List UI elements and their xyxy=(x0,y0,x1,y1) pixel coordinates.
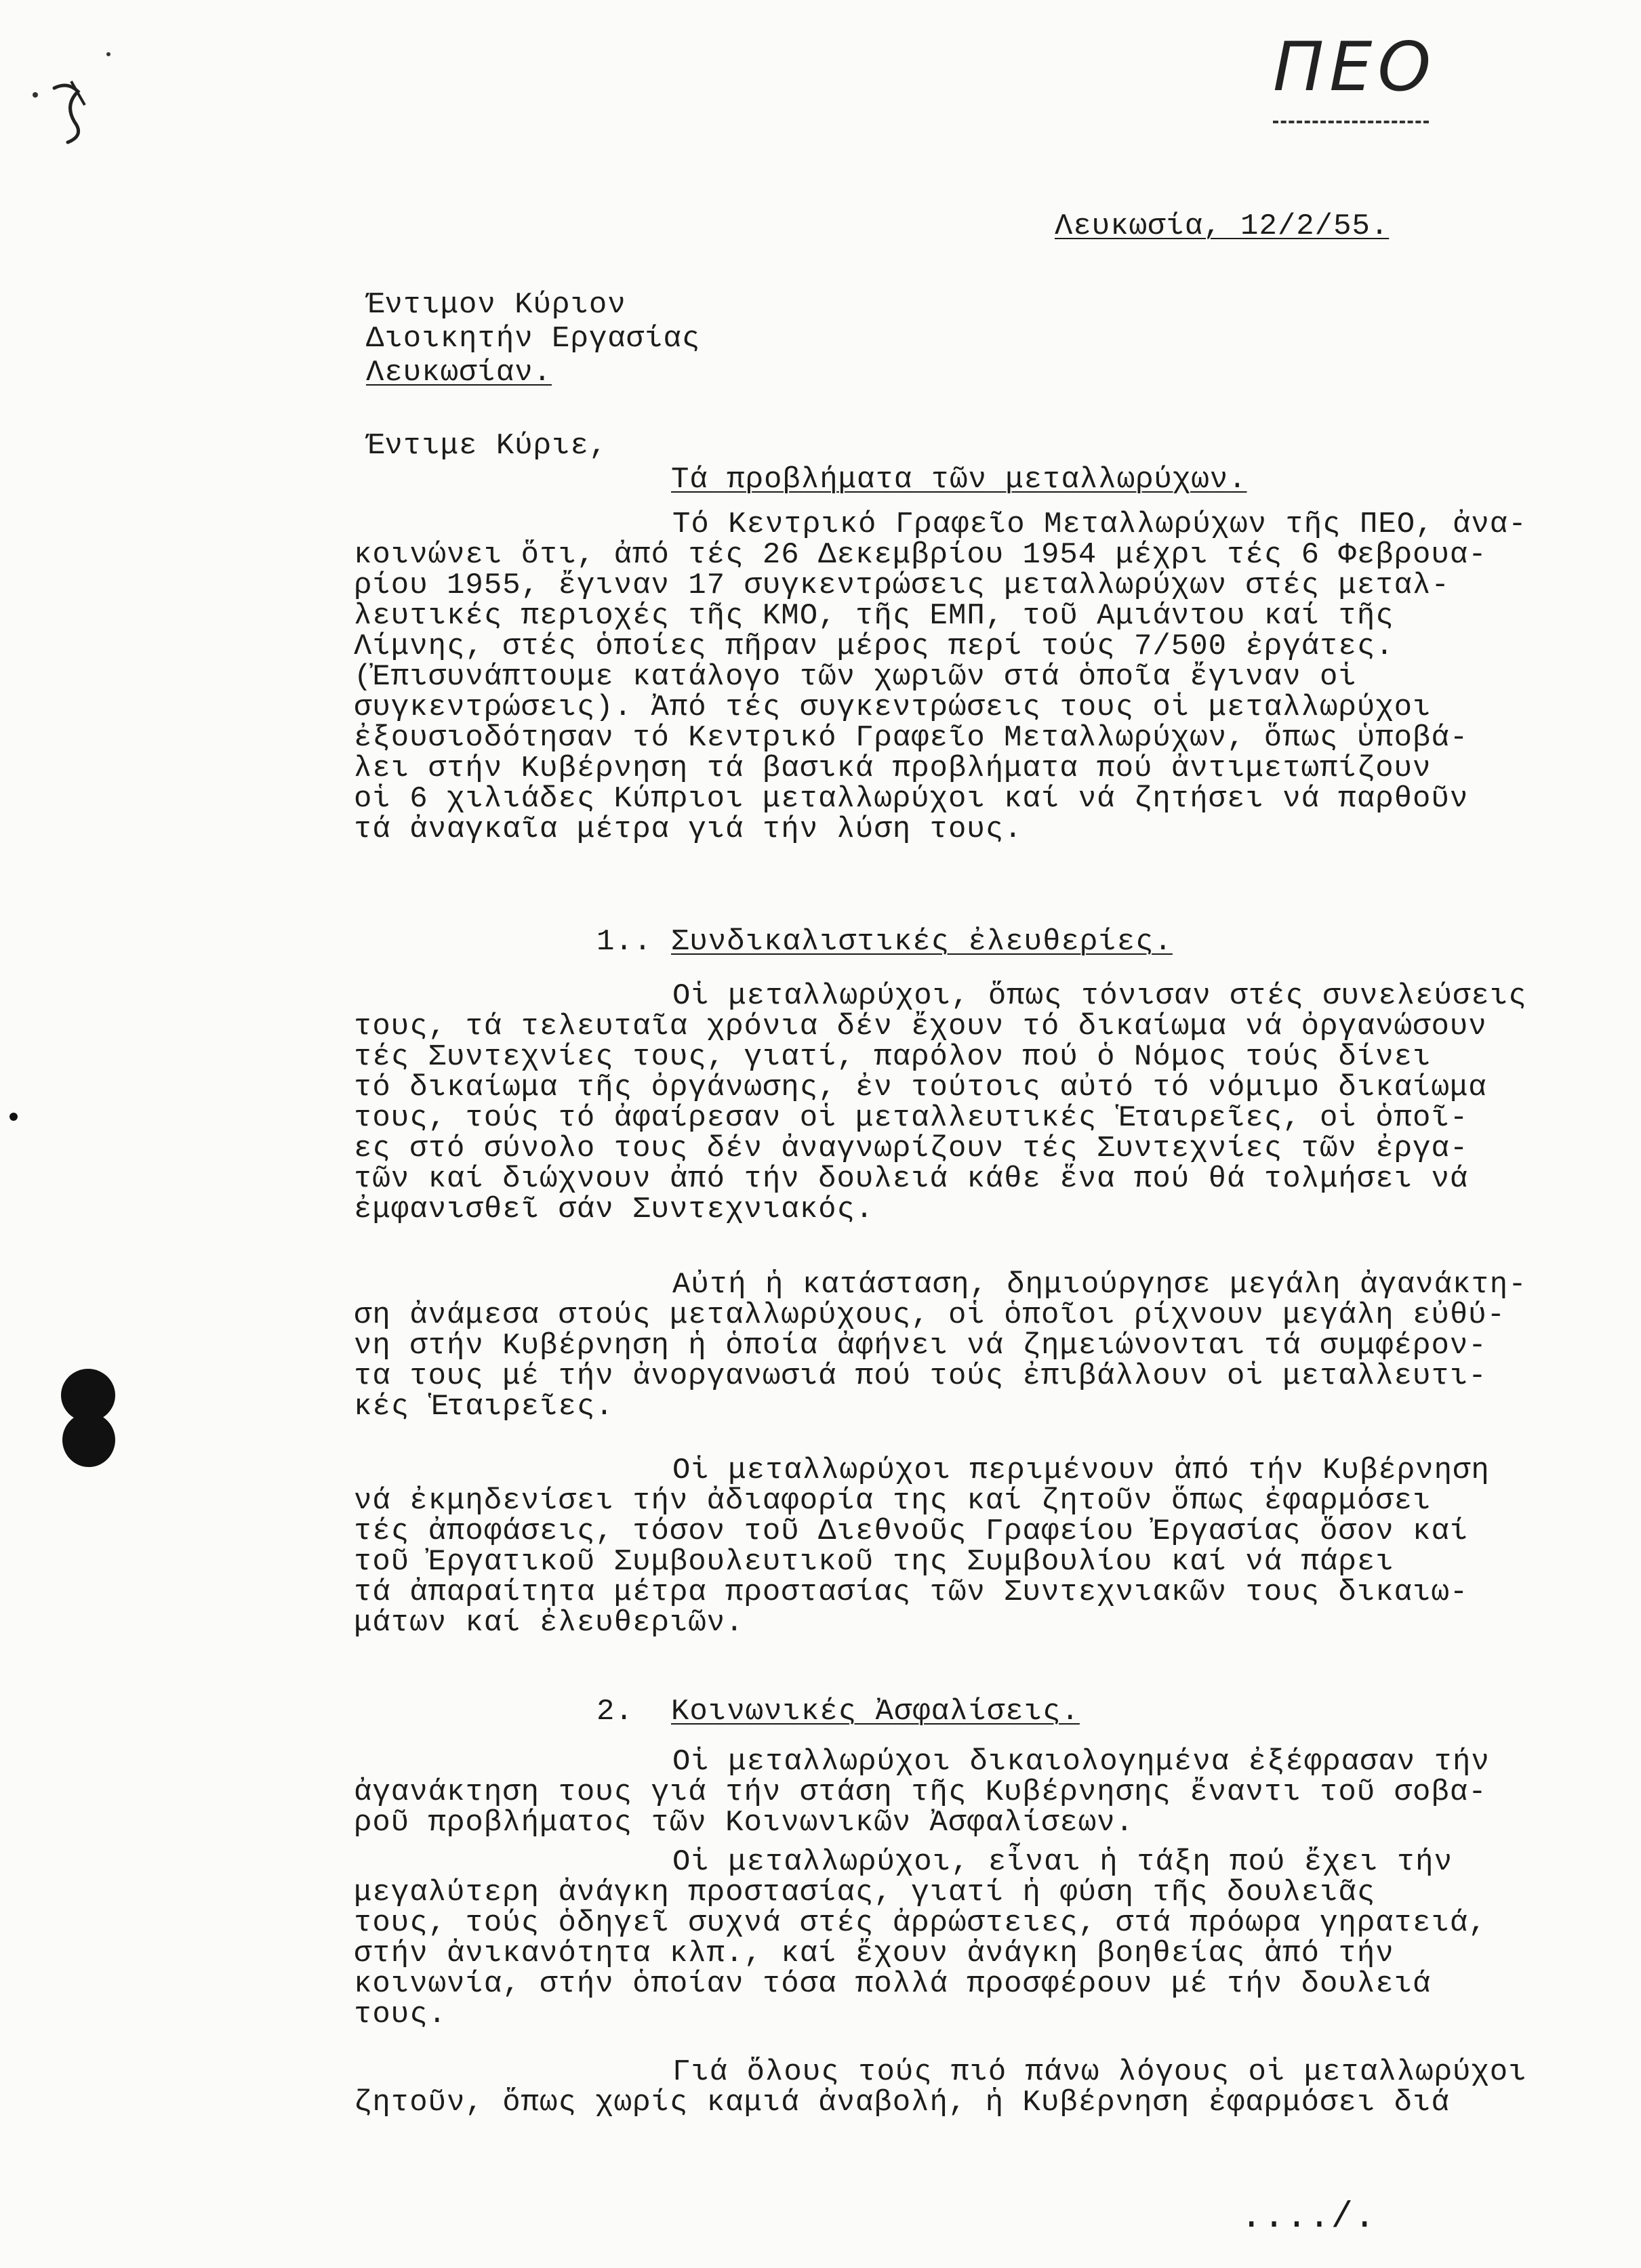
date-line: Λευκωσία, 12/2/55. xyxy=(1055,209,1390,243)
text-line: τῶν καί διώχνουν ἀπό τήν δουλειά κάθε ἕνα πού θά τολμήσει νά xyxy=(354,1162,1469,1196)
text-line: ες στό σύνολο τους δέν ἀναγνωρίζουν τές Συντεχνίες τῶν ἐργα- xyxy=(354,1132,1469,1166)
text-line: μεγαλύτερη ἀνάγκη προστασίας, γιατί ἡ φύση τῆς δουλειᾶς xyxy=(354,1876,1376,1910)
text-line: στήν ἀνικανότητα κλπ., καί ἔχουν ἀνάγκη βοηθείας ἀπό τήν xyxy=(354,1937,1394,1971)
section-1-paragraph-2 xyxy=(354,1270,1527,1422)
text-line: τους. xyxy=(354,1998,447,2032)
section-2-paragraph-2 xyxy=(354,1847,1487,2030)
text-line: ἐμφανισθεῖ σάν Συντεχνιακός. xyxy=(354,1193,874,1226)
text-line: τά ἀναγκαῖα μέτρα γιά τήν λύση τους. xyxy=(354,812,1023,846)
recipient-line-3: Λευκωσίαν. xyxy=(366,356,552,390)
text-line: λει στήν Κυβέρνηση τά βασικά προβλήματα πού ἀντιμετωπίζουν xyxy=(354,751,1432,785)
recipient-line-1: Έντιμον Κύριον xyxy=(366,288,626,322)
text-line: ἐξουσιοδότησαν τό Κεντρικό Γραφεῖο Μεταλλωρύχων, ὅπως ὑποβά- xyxy=(354,721,1469,755)
text-line: κοινωνία, στήν ὁποίαν τόσα πολλά προσφέρουν μέ τήν δουλειά xyxy=(354,1967,1432,2001)
punch-hole-small xyxy=(9,1113,18,1121)
section-2-paragraph-1 xyxy=(354,1747,1490,1838)
margin-scribble-mark xyxy=(27,41,122,149)
text-line: Οἱ μεταλλωρύχοι, εἶναι ἡ τάξη πού ἔχει τήν xyxy=(672,1845,1453,1879)
text-line: νά ἐκμηδενίσει τήν ἀδιαφορία της καί ζητοῦν ὅπως ἐφαρμόσει xyxy=(354,1484,1432,1518)
section-2-paragraph-3 xyxy=(354,2057,1527,2118)
continuation-marker: ..../. xyxy=(1240,2197,1377,2238)
section-2-heading: Κοινωνικές Ἀσφαλίσεις. xyxy=(671,1695,1080,1729)
text-line: ροῦ προβλήματος τῶν Κοινωνικῶν Ἀσφαλίσεων. xyxy=(354,1806,1134,1840)
text-line: τους, τούς ὁδηγεῖ συχνά στές ἀρρώστειες, στά πρόωρα γηρατειά, xyxy=(354,1906,1487,1940)
text-line: μάτων καί ἐλευθεριῶν. xyxy=(354,1606,744,1640)
text-line: Αὐτή ἡ κατάσταση, δημιούργησε μεγάλη ἀγανάκτη- xyxy=(672,1268,1527,1302)
text-line: κοινώνει ὅτι, ἀπό τές 26 Δεκεμβρίου 1954 μέχρι τές 6 Φεβρουα- xyxy=(354,538,1487,572)
recipient-line-2: Διοικητήν Εργασίας xyxy=(366,322,701,356)
text-line: λευτικές περιοχές τῆς ΚΜΟ, τῆς ΕΜΠ, τοῦ Αμιάντου καί τῆς xyxy=(354,599,1394,633)
text-line: Οἱ μεταλλωρύχοι περιμένουν ἀπό τήν Κυβέρνηση xyxy=(672,1453,1490,1487)
text-line: Λίμνης, στές ὁποίες πῆραν μέρος περί τούς 7/500 ἐργάτες. xyxy=(354,630,1394,663)
text-line: Οἱ μεταλλωρύχοι, ὅπως τόνισαν στές συνελεύσεις xyxy=(672,979,1527,1013)
handwritten-underline xyxy=(1273,121,1429,126)
handwritten-mark: ΠΕΟ xyxy=(1273,27,1437,106)
text-line: ση ἀνάμεσα στούς μεταλλωρύχους, οἱ ὁποῖοι ρίχνουν μεγάλη εὐθύ- xyxy=(354,1298,1506,1332)
section-1-paragraph-3 xyxy=(354,1453,1490,1640)
text-line: (Ἐπισυνάπτουμε κατάλογο τῶν χωριῶν στά ὁποῖα ἔγιναν οἱ xyxy=(354,660,1357,694)
text-line: τές ἀποφάσεις, τόσον τοῦ Διεθνοῦς Γραφείου Ἐργασίας ὅσον καί xyxy=(354,1514,1469,1548)
text-line: τα τους μέ τήν ἀνοργανωσιά πού τούς ἐπιβάλλουν οἱ μεταλλευτι- xyxy=(354,1359,1487,1393)
text-line: τό δικαίωμα τῆς ὀργάνωσης, ἐν τούτοις αὐτό τό νόμιμο δικαίωμα xyxy=(354,1071,1487,1105)
text-line: τοῦ Ἐργατικοῦ Συμβουλευτικοῦ της Συμβουλίου καί νά πάρει xyxy=(354,1545,1394,1579)
text-line: ζητοῦν, ὅπως χωρίς καμιά ἀναβολή, ἡ Κυβέρνηση ἐφαρμόσει διά xyxy=(354,2086,1450,2120)
text-line: τους, τούς τό ἀφαίρεσαν οἱ μεταλλευτικές Ἑταιρεῖες, οἱ ὁποῖ- xyxy=(354,1101,1469,1135)
text-line: τους, τά τελευταῖα χρόνια δέν ἔχουν τό δικαίωμα νά ὀργανώσουν xyxy=(354,1010,1487,1044)
salutation: Έντιμε Κύριε, xyxy=(366,429,608,463)
section-2-number: 2. xyxy=(596,1695,634,1729)
section-1-paragraph-1 xyxy=(354,981,1527,1225)
text-line: κές Ἑταιρεῖες. xyxy=(354,1390,614,1424)
intro-paragraph xyxy=(354,510,1527,845)
text-line: ρίου 1955, ἔγιναν 17 συγκεντρώσεις μεταλλωρύχων στές μεταλ- xyxy=(354,569,1450,602)
text-line: Τό Κεντρικό Γραφεῖο Μεταλλωρύχων τῆς ΠΕΟ, ἀνα- xyxy=(672,508,1527,541)
text-line: νη στήν Κυβέρνηση ἡ ὁποία ἀφήνει νά ζημειώνονται τά συμφέρον- xyxy=(354,1329,1487,1363)
subject-heading: Τά προβλήματα τῶν μεταλλωρύχων. xyxy=(671,463,1247,497)
text-line: Γιά ὅλους τούς πιό πάνω λόγους οἱ μεταλλωρύχοι xyxy=(672,2055,1527,2089)
section-1-heading: Συνδικαλιστικές ἐλευθερίες. xyxy=(671,925,1173,959)
text-line: συγκεντρώσεις). Ἀπό τές συγκεντρώσεις τους οἱ μεταλλωρύχοι xyxy=(354,690,1432,724)
text-line: Οἱ μεταλλωρύχοι δικαιολογημένα ἐξέφρασαν τήν xyxy=(672,1745,1490,1779)
section-1-number: 1.. xyxy=(596,925,653,959)
text-line: τά ἀπαραίτητα μέτρα προστασίας τῶν Συντεχνιακῶν τους δικαιω- xyxy=(354,1575,1469,1609)
text-line: τές Συντεχνίες τους, γιατί, παρόλον πού ὁ Νόμος τούς δίνει xyxy=(354,1040,1432,1074)
text-line: οἱ 6 χιλιάδες Κύπριοι μεταλλωρύχοι καί νά ζητήσει νά παρθοῦν xyxy=(354,782,1469,816)
punch-hole-bottom xyxy=(62,1413,115,1467)
text-line: ἀγανάκτηση τους γιά τήν στάση τῆς Κυβέρνησης ἔναντι τοῦ σοβα- xyxy=(354,1775,1487,1809)
